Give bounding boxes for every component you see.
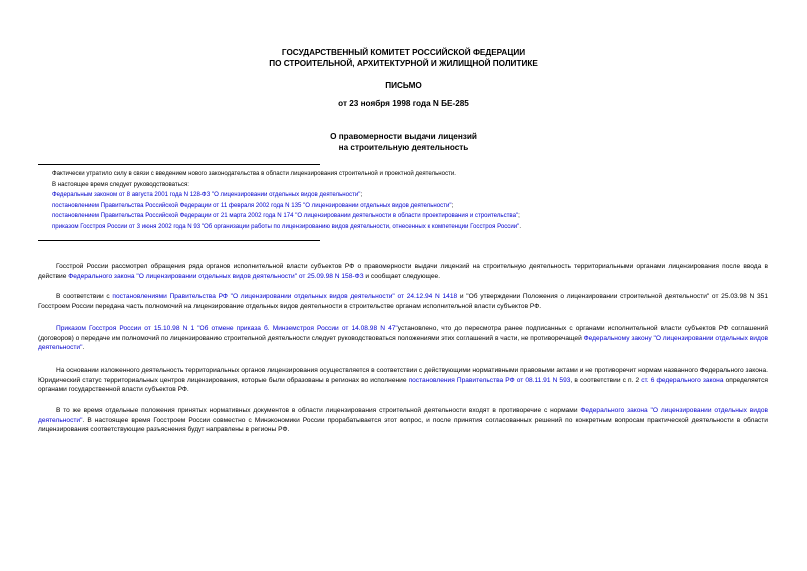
note-item-4 — [52, 222, 752, 233]
issuer-heading — [0, 47, 807, 69]
issuer-line-1: ГОСУДАРСТВЕННЫЙ КОМИТЕТ РОССИЙСКОЙ ФЕДЕРАЦИИ — [281, 48, 526, 57]
paragraph-2 — [38, 292, 768, 311]
link-federal-law-158[interactable]: Федерального закона "О лицензировании отдельных видов деятельности" от 25.09.98 N 158-ФЗ — [68, 272, 364, 280]
paragraph-3-text-a: установлено, что до пересмотра ранее подписанных с органами исполнительной власти субъектов РФ соглашений (договоров) о передаче им полномочий по лицензированию строительной деятельности следует руководствоваться положениями этих соглашений в части, не противоречащей — [38, 325, 769, 342]
note-link-federal-law-128[interactable]: Федеральным законом от 8 августа 2001 года N 128-ФЗ "О лицензировании отдельных видов деятельности" — [52, 191, 361, 199]
note-link-resolution-174[interactable]: постановлением Правительства Российской Федерации от 21 марта 2002 года N 174 "О лицензировании деятельности в области проектирования и строительства" — [52, 212, 519, 220]
note-item-2-suffix: ; — [451, 201, 454, 209]
paragraph-1-text-b: и сообщает следующее. — [363, 272, 441, 280]
paragraph-3 — [38, 324, 768, 353]
note-bottom-divider — [38, 240, 320, 241]
paragraph-1-text-a: Госстрой России рассмотрел обращения ряда органов исполнительной власти субъектов РФ о правомерности выдачи лицензий на строительную деятельность территориальными органами лицензирования после ввода в действие — [38, 263, 768, 280]
link-resolution-593[interactable]: постановления Правительства РФ от 08.11.91 N 593 — [408, 376, 571, 384]
link-resolution-1418[interactable]: постановлениями Правительства РФ "О лицензировании отдельных видов деятельности" от 24.12.94 N 1418 — [112, 293, 458, 300]
paragraph-5-text-b: . В настоящее время Госстроем России совместно с Минэкономики России прорабатывается этот вопрос, и после принятия согласованных решений по конкретным вопросам практической деятельности в области лицензирования соответствующие разъяснения будут направлены в регионы РФ. — [38, 416, 768, 434]
paragraph-5 — [38, 406, 768, 435]
note-item-3 — [52, 211, 752, 222]
paragraph-5-text-a: В то же время отдельные положения принятых нормативных документов в области лицензирования строительной деятельности входят в противоречие с нормами — [56, 407, 581, 414]
link-federal-law-licensing[interactable]: Федеральному закону "О лицензировании отдельных видов деятельности" — [38, 334, 768, 352]
paragraph-4-text-c: определяется органами государственной власти субъектов РФ. — [38, 376, 768, 394]
document-title-line-2: на строительную деятельность — [338, 143, 469, 152]
paragraph-3-text-b: . — [82, 344, 85, 352]
document-type: ПИСЬМО — [385, 81, 422, 90]
validity-note — [52, 169, 752, 233]
document-title — [0, 131, 807, 153]
document-date-number: от 23 ноября 1998 года N БЕ-285 — [338, 99, 469, 108]
note-link-resolution-135[interactable]: постановлением Правительства Российской Федерации от 11 февраля 2002 года N 135 "О лицензировании отдельных видов деятельности" — [52, 201, 452, 209]
paragraph-1 — [38, 262, 768, 281]
paragraph-4-text-b: , в соответствии с п. 2 — [570, 376, 642, 384]
note-line-1: Фактически утратило силу в связи с введением нового законодательства в области лицензирования строительной и проектной деятельности. — [52, 170, 456, 177]
link-federal-law-licensing-2[interactable]: Федерального закона "О лицензировании отдельных видов деятельности" — [38, 407, 769, 424]
paragraph-4-text-a: На основании изложенного деятельность территориальных органов лицензирования осуществляется в соответствии с действующими нормативными правовыми актами и не противоречит нормам названного Федерального закона. Юридический статус территориальных центров лицензирования, которые были образованы в регионах во исполнение — [38, 367, 768, 384]
note-item-1-suffix: ; — [360, 191, 363, 199]
note-item-2 — [52, 201, 752, 212]
paragraph-2-text-b: и "Об утверждении Положения о лицензировании строительной деятельности" от 25.03.98 N 351 Госстроем России передана часть полномочий на лицензирование отдельных видов деятельности в строительстве органам исполнительной власти субъектов РФ. — [38, 293, 769, 310]
note-top-divider — [38, 164, 320, 165]
link-article-6[interactable]: ст. 6 федерального закона — [641, 376, 724, 384]
note-item-3-suffix: ; — [518, 212, 520, 220]
note-line-2: В настоящее время следует руководствоваться: — [52, 180, 189, 188]
note-item-4-suffix: . — [519, 222, 522, 230]
link-order-1[interactable]: Приказом Госстроя России от 15.10.98 N 1 "Об отмене приказа б. Минземстроя России от 14.08.98 N 47" — [56, 325, 398, 332]
paragraph-2-text-a: В соответствии с — [56, 293, 113, 300]
note-link-order-93[interactable]: приказом Госстроя России от 3 июня 2002 года N 93 "Об организации работы по лицензированию видов деятельности, отнесенных к компетенции Госстроя России" — [52, 222, 520, 230]
note-item-1 — [52, 190, 752, 201]
paragraph-4 — [38, 366, 768, 395]
issuer-line-2: ПО СТРОИТЕЛЬНОЙ, АРХИТЕКТУРНОЙ И ЖИЛИЩНОЙ ПОЛИТИКЕ — [269, 59, 538, 68]
document-title-line-1: О правомерности выдачи лицензий — [330, 132, 477, 141]
